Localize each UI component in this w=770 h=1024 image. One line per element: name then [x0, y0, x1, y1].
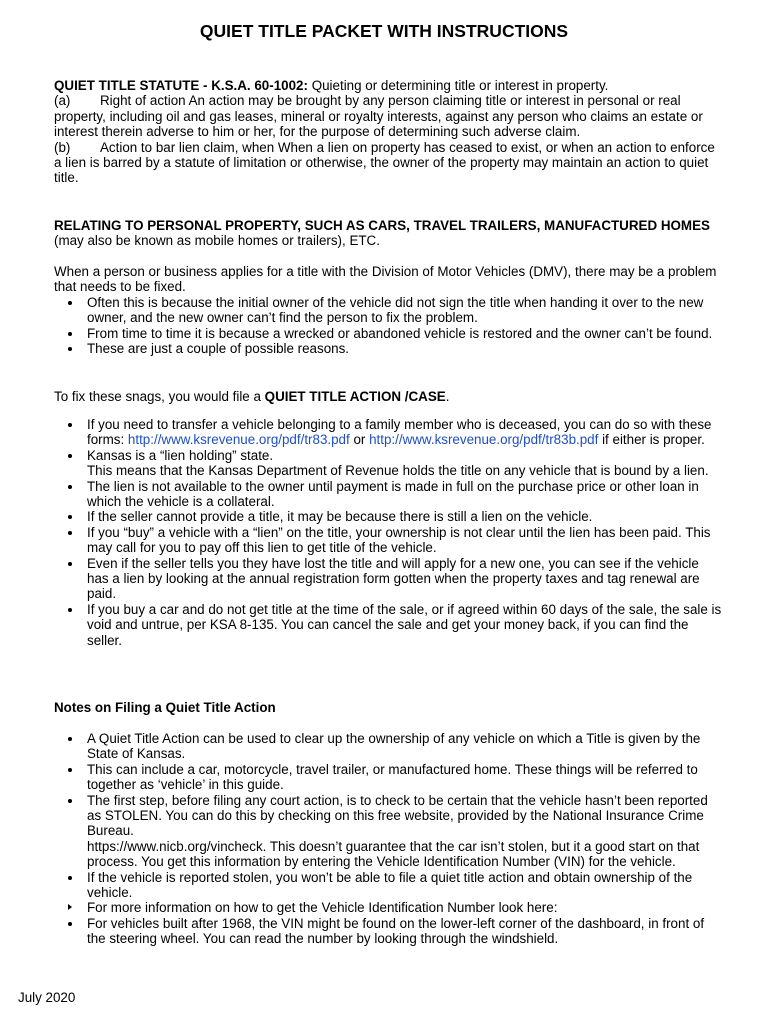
list-item: For vehicles built after 1968, the VIN might be found on the lower-left corner of the dashboard, in front of the steering wheel. You can read the number by looking through the windshield. [54, 916, 722, 947]
lien-holding-explain: This means that the Kansas Department of Revenue holds the title on any vehicle that is bound by a lien. [87, 463, 709, 479]
document-title: QUIET TITLE PACKET WITH INSTRUCTIONS [199, 21, 569, 41]
clause-a-text: Right of action An action may be brought by any person claiming title or interest in personal or real property, including oil and gas leases, mineral or royalty interests, against any person who claims an estate or interest therein adverse to him or her, for the purpose of determining such adverse claim. [54, 93, 703, 140]
fix-text: To fix these snags, you would file a [54, 389, 265, 404]
footer-date: July 2020 [18, 990, 76, 1005]
list-item: If you buy a car and do not get title at the time of the sale, or if agreed within 60 days of the sale, the sale is void and untrue, per KSA 8-135. You can cancel the sale and get your money back, if you can find the seller. [54, 602, 722, 648]
transfer-text: If you need to transfer a vehicle belonging to a family member who is deceased, you can do so with these forms: [87, 417, 712, 448]
statute-heading: QUIET TITLE STATUTE - K.S.A. 60-1002: [54, 78, 308, 93]
notes-heading-section [54, 700, 722, 715]
notes-section [54, 731, 722, 947]
clause-a-label: (a) [54, 93, 71, 109]
list-item: If you “buy” a vehicle with a “lien” on the title, your ownership is not clear until the lien has been paid. This may call for you to pay off this lien to get title of the vehicle. [54, 525, 722, 556]
transfer-end: if either is proper. [598, 432, 705, 448]
list-item: These are just a couple of possible reasons. [54, 341, 722, 356]
clause-b-label: (b) [54, 139, 71, 155]
fix-line [54, 389, 722, 404]
transfer-list [54, 417, 722, 648]
transfer-section [54, 417, 722, 648]
list-item: For more information on how to get the Vehicle Identification Number look here: [54, 900, 722, 915]
reasons-list [54, 295, 722, 357]
nicb-text: https://www.nicb.org/vincheck. This doesn’t guarantee that the car isn’t stolen, but it a good start on that process. You get this information by entering the Vehicle Identification Number (VIN) for the vehicle. [87, 838, 700, 870]
fix-section [54, 389, 722, 404]
list-item: Even if the seller tells you they have lost the title and will apply for a new one, you can see if the vehicle has a lien by looking at the annual registration form gotten when the property taxes and tag renewal are paid. [54, 556, 722, 602]
lien-holding-line: Kansas is a “lien holding” state. [87, 447, 274, 463]
dmv-section [54, 264, 722, 356]
statute-section [54, 78, 722, 186]
fix-end: . [445, 389, 450, 404]
stolen-check-text: The first step, before filing any court action, is to check to be certain that the vehicle hasn’t been reported as STOLEN. You can do this by checking on this free website, provided by the National Insurance Crime Bureau. [87, 792, 708, 839]
notes-list [54, 731, 722, 947]
notes-heading: Notes on Filing a Quiet Title Action [54, 700, 276, 715]
tr83b-link[interactable]: http://www.ksrevenue.org/pdf/tr83b.pdf [369, 432, 599, 448]
list-item: From time to time it is because a wrecked or abandoned vehicle is restored and the owner can’t be found. [54, 326, 722, 341]
personal-property-section [54, 218, 722, 249]
tr83-link[interactable]: http://www.ksrevenue.org/pdf/tr83.pdf [127, 432, 350, 448]
list-item: This can include a car, motorcycle, travel trailer, or manufactured home. These things will be referred to together as ‘vehicle’ in this guide. [54, 762, 722, 793]
dmv-intro: When a person or business applies for a title with the Division of Motor Vehicles (DMV), there may be a problem that needs to be fixed. [54, 264, 717, 295]
statute-heading-line [54, 78, 722, 93]
list-item: If the seller cannot provide a title, it may be because there is still a lien on the vehicle. [54, 509, 722, 524]
statute-heading-rest: Quieting or determining title or interest in property. [307, 78, 609, 93]
or-text: or [349, 432, 370, 448]
list-item: A Quiet Title Action can be used to clear up the ownership of any vehicle on which a Title is given by the State of Kansas. [54, 731, 722, 762]
personal-heading-rest: (may also be known as mobile homes or trailers), ETC. [54, 233, 380, 249]
statute-clause-a [54, 93, 722, 139]
personal-property-heading [54, 218, 722, 249]
list-item [54, 448, 722, 479]
fix-bold: QUIET TITLE ACTION /CASE [264, 389, 446, 404]
notes-heading-line [54, 700, 722, 715]
list-item [54, 793, 722, 870]
list-item: Often this is because the initial owner of the vehicle did not sign the title when handing it over to the new owner, and the new owner can’t find the person to fix the problem. [54, 295, 722, 326]
list-item: The lien is not available to the owner until payment is made in full on the purchase price or other loan in which the vehicle is a collateral. [54, 479, 722, 510]
list-item [54, 417, 722, 448]
clause-b-text: Action to bar lien claim, when When a lien on property has ceased to exist, or when an action to enforce a lien is barred by a statute of limitation or otherwise, the owner of the property may maintain an action to quiet title. [54, 139, 715, 186]
list-item: If the vehicle is reported stolen, you won’t be able to file a quiet title action and obtain ownership of the vehicle. [54, 870, 722, 901]
statute-clause-b [54, 140, 722, 186]
personal-heading-bold: RELATING TO PERSONAL PROPERTY, SUCH AS CARS, TRAVEL TRAILERS, MANUFACTURED HOMES [54, 218, 710, 233]
